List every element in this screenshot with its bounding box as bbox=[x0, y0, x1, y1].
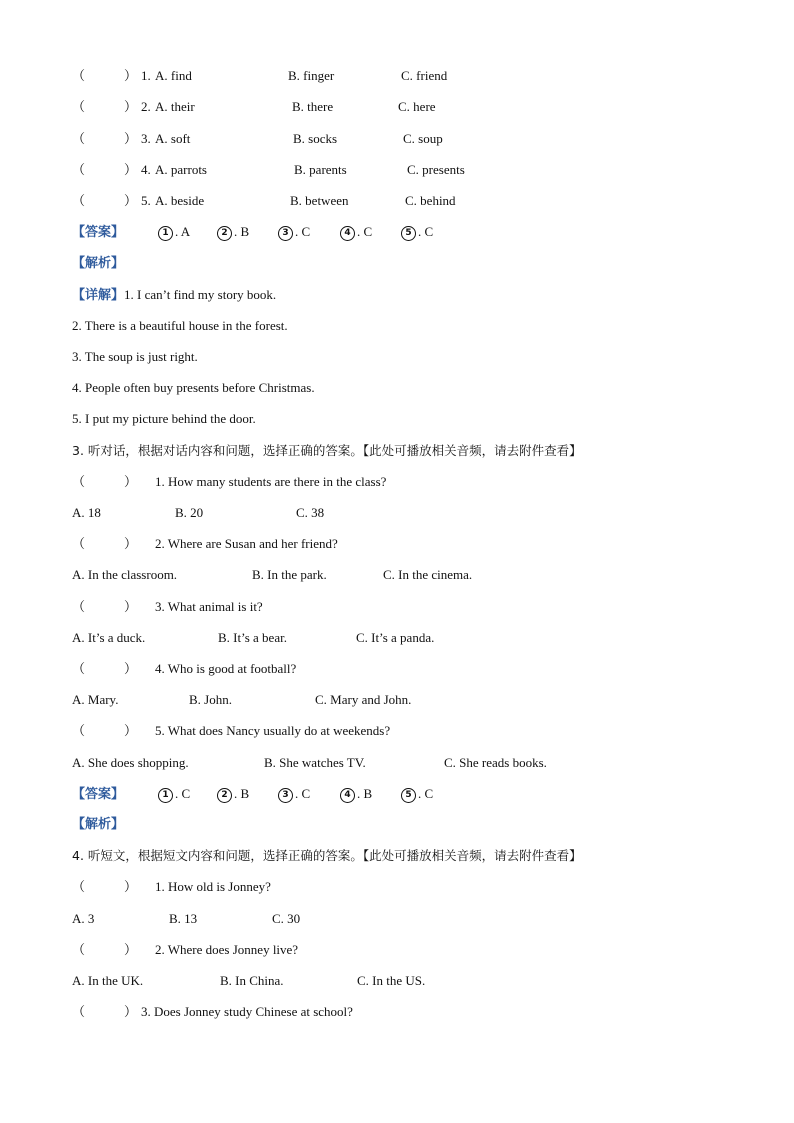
s4-q3 bbox=[72, 1004, 353, 1020]
item-number: 5. bbox=[141, 193, 151, 208]
option-a: A. beside bbox=[155, 193, 205, 208]
option-c: C. In the cinema. bbox=[383, 567, 473, 582]
s2-item-5 bbox=[72, 193, 456, 209]
s2-item-3 bbox=[72, 131, 443, 147]
option-b: B. 20 bbox=[175, 505, 204, 520]
option-c: C. It’s a panda. bbox=[356, 630, 435, 645]
answer-2: 2 . B bbox=[217, 786, 249, 803]
s2-answer-row bbox=[72, 224, 434, 241]
answer-3: 3 . C bbox=[278, 786, 310, 803]
answer-tag: 【答案】 bbox=[72, 787, 125, 802]
s2-detail-5: 5. I put my picture behind the door. bbox=[72, 411, 256, 426]
s4-q2 bbox=[72, 942, 299, 958]
question-text: 2. Where are Susan and her friend? bbox=[155, 536, 338, 551]
question-text: 4. Who is good at football? bbox=[155, 661, 297, 676]
answer-bracket: （ ） bbox=[72, 599, 138, 614]
option-c: C. here bbox=[398, 99, 436, 114]
answer-bracket: （ ） bbox=[72, 942, 138, 957]
s3-q5 bbox=[72, 723, 391, 739]
answer-5: 5 . C bbox=[401, 786, 433, 803]
circle-number: 3 bbox=[278, 226, 293, 241]
s3-heading: 3. 听对话，根据对话内容和问题，选择正确的答案。【此处可播放相关音频，请去附件查看】 bbox=[72, 443, 582, 458]
question-text: 3. What animal is it? bbox=[155, 599, 263, 614]
item-number: 2. bbox=[141, 99, 151, 114]
option-c: C. Mary and John. bbox=[315, 692, 412, 707]
detail-tag: 【详解】 bbox=[72, 288, 125, 303]
s3-answer-row bbox=[72, 786, 434, 803]
option-b: B. there bbox=[292, 99, 334, 114]
item-number: 4. bbox=[141, 162, 151, 177]
answer-bracket: （ ） bbox=[72, 474, 138, 489]
answer-2: 2 . B bbox=[217, 224, 249, 241]
answer-bracket: （ ） bbox=[72, 193, 138, 208]
s3-q2 bbox=[72, 536, 338, 552]
option-a: A. soft bbox=[155, 131, 191, 146]
s4-q1 bbox=[72, 879, 271, 895]
answer-tag: 【答案】 bbox=[72, 225, 125, 240]
option-c: C. In the US. bbox=[357, 973, 426, 988]
answer-bracket: （ ） bbox=[72, 68, 138, 83]
item-number: 3. bbox=[141, 131, 151, 146]
question-text: 3. Does Jonney study Chinese at school? bbox=[141, 1004, 353, 1019]
option-b: B. She watches TV. bbox=[264, 755, 366, 770]
option-c: C. behind bbox=[405, 193, 456, 208]
answer-1: 1 . A bbox=[158, 224, 190, 241]
option-c: C. soup bbox=[403, 131, 443, 146]
option-a: A. 3 bbox=[72, 911, 95, 926]
option-b: B. John. bbox=[189, 692, 232, 707]
circle-number: 1 bbox=[158, 788, 173, 803]
option-c: C. 30 bbox=[272, 911, 301, 926]
s2-item-4 bbox=[72, 162, 465, 178]
answer-1: 1 . C bbox=[158, 786, 190, 803]
option-a: A. It’s a duck. bbox=[72, 630, 146, 645]
option-b: B. between bbox=[290, 193, 349, 208]
option-a: A. parrots bbox=[155, 162, 207, 177]
answer-bracket: （ ） bbox=[72, 536, 138, 551]
s2-item-2 bbox=[72, 99, 436, 115]
s3-analysis-tag: 【解析】 bbox=[72, 817, 125, 832]
option-b: B. In the park. bbox=[252, 567, 327, 582]
option-c: C. presents bbox=[407, 162, 465, 177]
answer-4: 4 . C bbox=[340, 224, 372, 241]
s2-detail-1 bbox=[72, 287, 276, 304]
detail-text: 1. I can’t find my story book. bbox=[124, 287, 277, 302]
option-c: C. 38 bbox=[296, 505, 325, 520]
answer-bracket: （ ） bbox=[72, 879, 138, 894]
option-a: A. Mary. bbox=[72, 692, 119, 707]
option-b: B. 13 bbox=[169, 911, 198, 926]
answer-bracket: （ ） bbox=[72, 131, 138, 146]
question-text: 1. How old is Jonney? bbox=[155, 879, 271, 894]
s4-heading: 4. 听短文，根据短文内容和问题，选择正确的答案。【此处可播放相关音频，请去附件查看】 bbox=[72, 848, 582, 863]
option-a: A. find bbox=[155, 68, 192, 83]
circle-number: 3 bbox=[278, 788, 293, 803]
answer-5: 5 . C bbox=[401, 224, 433, 241]
option-c: C. She reads books. bbox=[444, 755, 547, 770]
circle-number: 2 bbox=[217, 788, 232, 803]
option-a: A. She does shopping. bbox=[72, 755, 189, 770]
option-a: A. 18 bbox=[72, 505, 101, 520]
circle-number: 2 bbox=[217, 226, 232, 241]
option-b: B. finger bbox=[288, 68, 335, 83]
option-a: A. their bbox=[155, 99, 195, 114]
answer-bracket: （ ） bbox=[72, 1004, 138, 1019]
option-c: C. friend bbox=[401, 68, 448, 83]
option-b: B. In China. bbox=[220, 973, 284, 988]
s3-q4 bbox=[72, 661, 297, 677]
circle-number: 1 bbox=[158, 226, 173, 241]
answer-bracket: （ ） bbox=[72, 162, 138, 177]
circle-number: 5 bbox=[401, 788, 416, 803]
s3-q3 bbox=[72, 599, 263, 615]
question-text: 2. Where does Jonney live? bbox=[155, 942, 299, 957]
s3-q1 bbox=[72, 474, 387, 490]
s2-detail-3: 3. The soup is just right. bbox=[72, 349, 198, 364]
question-text: 5. What does Nancy usually do at weekends? bbox=[155, 723, 391, 738]
option-b: B. It’s a bear. bbox=[218, 630, 287, 645]
s2-analysis-tag: 【解析】 bbox=[72, 256, 125, 271]
answer-4: 4 . B bbox=[340, 786, 372, 803]
s2-detail-4: 4. People often buy presents before Christmas. bbox=[72, 380, 315, 395]
answer-bracket: （ ） bbox=[72, 723, 138, 738]
item-number: 1. bbox=[141, 68, 151, 83]
answer-bracket: （ ） bbox=[72, 661, 138, 676]
answer-bracket: （ ） bbox=[72, 99, 138, 114]
circle-number: 4 bbox=[340, 226, 355, 241]
circle-number: 4 bbox=[340, 788, 355, 803]
option-b: B. socks bbox=[293, 131, 338, 146]
option-a: A. In the classroom. bbox=[72, 567, 178, 582]
answer-3: 3 . C bbox=[278, 224, 310, 241]
s2-item-1 bbox=[72, 68, 448, 84]
question-text: 1. How many students are there in the class? bbox=[155, 474, 387, 489]
option-b: B. parents bbox=[294, 162, 347, 177]
option-a: A. In the UK. bbox=[72, 973, 144, 988]
s2-detail-2: 2. There is a beautiful house in the forest. bbox=[72, 318, 288, 333]
circle-number: 5 bbox=[401, 226, 416, 241]
